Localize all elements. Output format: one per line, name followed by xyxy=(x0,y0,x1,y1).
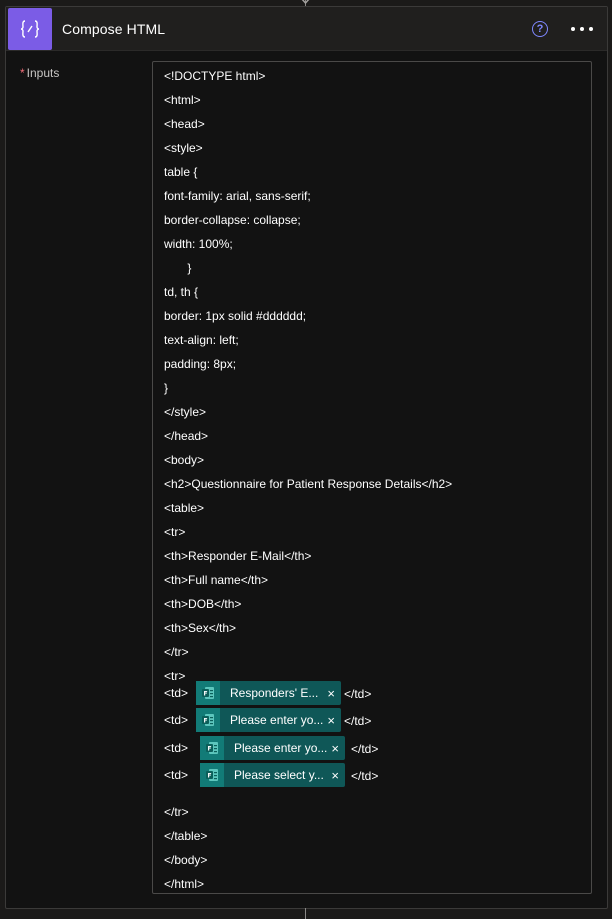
svg-text:F: F xyxy=(203,717,208,725)
code-line: </head> xyxy=(164,429,209,443)
svg-text:F: F xyxy=(207,772,212,780)
code-line: <body> xyxy=(164,453,205,467)
code-line: font-family: arial, sans-serif; xyxy=(164,189,311,203)
flow-connector-bottom xyxy=(305,908,306,919)
more-options-icon[interactable] xyxy=(571,26,595,32)
inputs-label-text: Inputs xyxy=(26,66,60,80)
dynamic-content-token[interactable] xyxy=(196,681,341,705)
token-label: Please enter yo... xyxy=(234,741,328,755)
code-line: <tr> xyxy=(164,669,186,683)
remove-token-icon[interactable]: × xyxy=(327,685,335,701)
forms-icon xyxy=(196,708,220,732)
dynamic-content-token[interactable] xyxy=(196,708,341,732)
td-close-tag: </td> xyxy=(344,687,372,701)
td-close-tag: </td> xyxy=(351,769,379,783)
help-icon[interactable]: ? xyxy=(532,21,548,37)
td-close-tag: </td> xyxy=(344,714,372,728)
code-line: } xyxy=(164,381,169,395)
code-line: <th>Full name</th> xyxy=(164,573,269,587)
forms-icon xyxy=(196,681,220,705)
code-line: <th>Sex</th> xyxy=(164,621,237,635)
code-line: padding: 8px; xyxy=(164,357,237,371)
code-line: </table> xyxy=(164,829,208,843)
code-line: text-align: left; xyxy=(164,333,239,347)
code-line: </body> xyxy=(164,853,208,867)
td-open-tag: <td> xyxy=(164,768,189,782)
td-close-tag: </td> xyxy=(351,742,379,756)
code-line: td, th { xyxy=(164,285,199,299)
code-line: </style> xyxy=(164,405,207,419)
code-line: </tr> xyxy=(164,645,189,659)
code-line: <!DOCTYPE html> xyxy=(164,69,266,83)
svg-text:F: F xyxy=(207,745,212,753)
td-open-tag: <td> xyxy=(164,713,189,727)
token-label: Please select y... xyxy=(234,768,324,782)
token-label: Responders' E... xyxy=(230,686,319,700)
code-line: </tr> xyxy=(164,805,189,819)
code-line: <h2>Questionnaire for Patient Response Details</h2> xyxy=(164,477,453,491)
code-line: table { xyxy=(164,165,198,179)
code-line: <html> xyxy=(164,93,201,107)
code-line: <th>Responder E-Mail</th> xyxy=(164,549,312,563)
code-line: </html> xyxy=(164,877,205,891)
code-line: width: 100%; xyxy=(164,237,233,251)
td-open-tag: <td> xyxy=(164,686,189,700)
compose-html-action-card xyxy=(5,6,608,909)
required-marker: * xyxy=(20,66,25,80)
token-label: Please enter yo... xyxy=(230,713,324,727)
svg-text:F: F xyxy=(203,690,208,698)
code-line: } xyxy=(164,261,192,275)
dynamic-content-token[interactable] xyxy=(200,763,345,787)
forms-icon xyxy=(200,763,224,787)
code-line: <head> xyxy=(164,117,205,131)
inputs-label xyxy=(20,66,59,80)
code-line: <tr> xyxy=(164,525,186,539)
code-line: <style> xyxy=(164,141,203,155)
forms-icon xyxy=(200,736,224,760)
code-line: <th>DOB</th> xyxy=(164,597,242,611)
dynamic-content-token[interactable] xyxy=(200,736,345,760)
code-line: <table> xyxy=(164,501,205,515)
code-line: border-collapse: collapse; xyxy=(164,213,301,227)
compose-braces-icon xyxy=(8,8,52,50)
action-header[interactable] xyxy=(6,7,607,51)
td-open-tag: <td> xyxy=(164,741,189,755)
code-line: border: 1px solid #dddddd; xyxy=(164,309,307,323)
remove-token-icon[interactable]: × xyxy=(327,712,335,728)
inputs-editor[interactable] xyxy=(152,61,592,894)
remove-token-icon[interactable]: × xyxy=(331,740,339,756)
remove-token-icon[interactable]: × xyxy=(331,767,339,783)
action-title: Compose HTML xyxy=(62,21,166,37)
